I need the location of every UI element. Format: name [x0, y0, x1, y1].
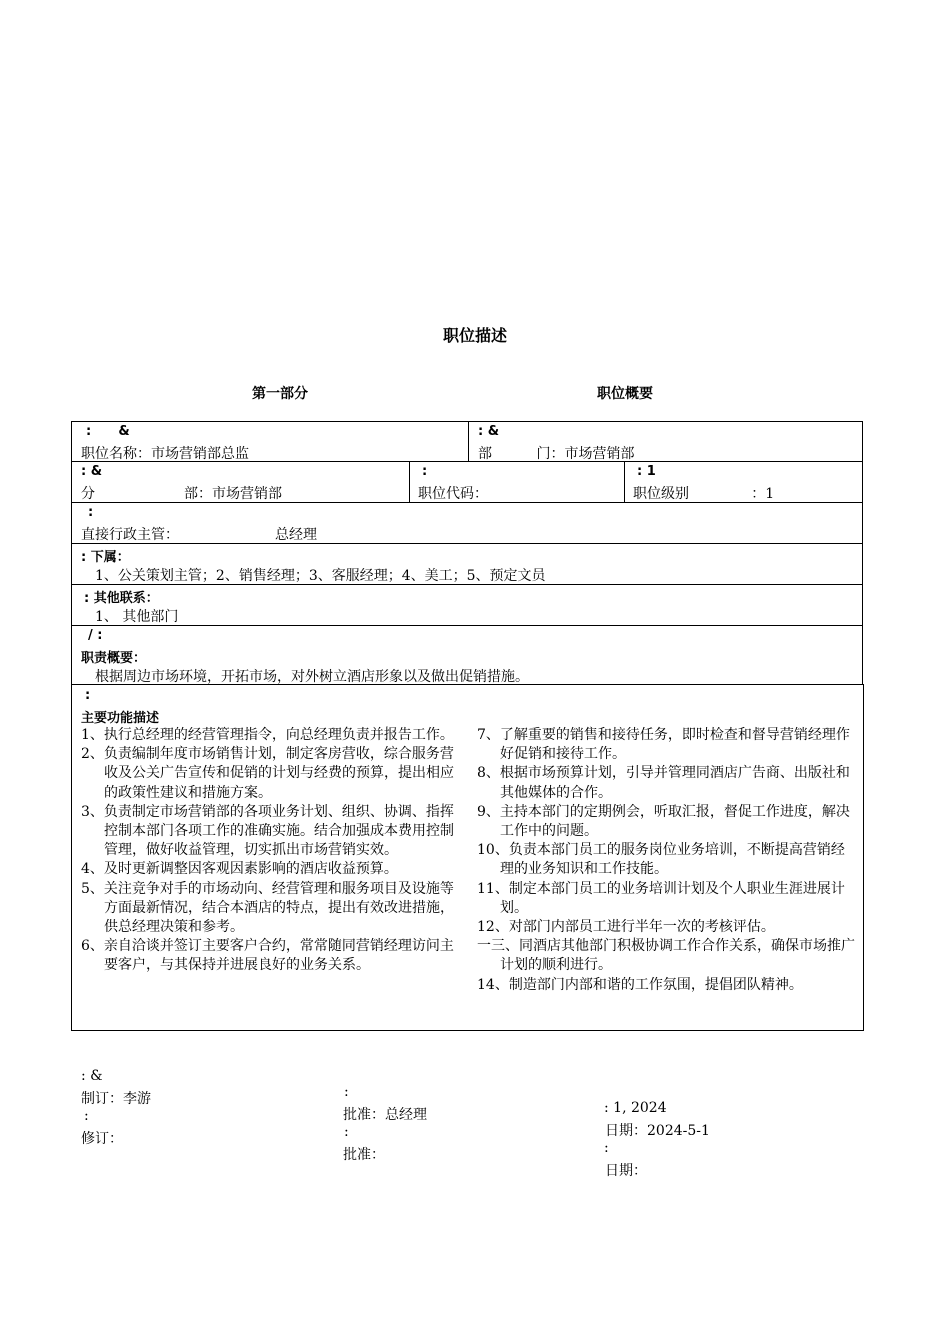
marks: / : [88, 628, 103, 643]
duty-item: 12、对部门内部员工进行半年一次的考核评估。 [477, 919, 775, 936]
row-subordinates [71, 543, 863, 585]
duty-item: 6、亲自洽谈并签订主要客户合约，常常随同营销经理访问主要客户，与其保持并进展良好的业务关系。 [81, 938, 454, 974]
duties-section [71, 684, 864, 1031]
row-position-code [409, 461, 625, 503]
marks: : [344, 1124, 349, 1140]
section-name: 职位概要 [597, 386, 653, 402]
duty-item: 3、负责制定市场营销部的各项业务计划、组织、协调、指挥控制本部门各项工作的准确实施。结合加强成本费用控制管理，做好收益管理，切实抓出市场营销实效。 [81, 803, 454, 859]
subordinates-label: : 下属： [81, 550, 130, 565]
department: 部 门：市场营销部 [478, 446, 635, 462]
duties-label: 主要功能描述 [81, 711, 160, 726]
marks: : & [81, 464, 103, 479]
position-code: 职位代码： [418, 486, 488, 502]
supervisor-value: 总经理 [275, 527, 317, 543]
marks: : [604, 1140, 609, 1156]
marks: : & [86, 424, 130, 439]
row-position-level [624, 461, 863, 503]
prepared-by: 制订：李游 [81, 1091, 151, 1107]
duty-item: 8、根据市场预算计划，引导并管理同酒店广告商、出版社和其他媒体的合作。 [477, 765, 850, 801]
duty-item: 7、了解重要的销售和接待任务，即时检查和督导营销经理作好促销和接待工作。 [477, 727, 850, 763]
marks: : 1 [637, 464, 656, 479]
duty-item: 2、负责编制年度市场销售计划，制定客房营收，综合服务营收及公关广告宣传和促销的计划与经费的预算，提出相应的政策性建议和措施方案。 [81, 746, 454, 801]
duty-item: 1、执行总经理的经营管理指令，向总经理负责并报告工作。 [81, 727, 454, 743]
duty-item: 一三、同酒店其他部门积极协调工作合作关系，确保市场推广计划的顺利进行。 [477, 938, 855, 974]
duties-right-list [477, 726, 855, 995]
marks: : 1, 2024 [604, 1100, 667, 1116]
duty-item: 11、制定本部门员工的业务培训计划及个人职业生涯进展计划。 [477, 880, 845, 916]
duty-item: 4、及时更新调整因客观因素影响的酒店收益预算。 [81, 861, 398, 878]
other-contacts-label: : 其他联系： [84, 591, 159, 606]
summary-label: 职责概要： [81, 651, 147, 666]
row-department [468, 421, 863, 462]
position-level: 职位级别 ：1 [633, 486, 775, 502]
row-branch [71, 461, 410, 503]
summary-value: 根据周边市场环境，开拓市场，对外树立酒店形象以及做出促销措施。 [95, 669, 529, 685]
page-title: 职位描述 [442, 326, 507, 345]
approved-by-2: 批准： [343, 1147, 385, 1163]
duty-item: 10、负责本部门员工的服务岗位业务培训，不断提高营销经理的业务知识和工作技能。 [477, 842, 845, 878]
duties-left-list [81, 726, 463, 976]
row-other-contacts [71, 584, 863, 626]
row-position-name [71, 421, 469, 462]
duty-item: 9、主持本部门的定期例会，听取汇报，督促工作进度，解决工作中的问题。 [477, 803, 850, 840]
revised-by: 修订： [81, 1131, 123, 1147]
branch: 分 部：市场营销部 [81, 486, 283, 502]
marks: : [422, 464, 428, 479]
row-summary [71, 625, 863, 685]
footer-revised-row [81, 1112, 871, 1179]
marks: : [85, 688, 91, 703]
row-supervisor [71, 502, 863, 544]
position-name: 职位名称：市场营销部总监 [81, 446, 249, 462]
supervisor-label: 直接行政主管： [81, 527, 179, 543]
date-2: 日期： [605, 1163, 647, 1179]
subordinates-value: 1、公关策划主管；2、销售经理；3、客服经理；4、美工；5、预定文员 [95, 568, 546, 584]
duty-item: 5、关注竞争对手的市场动向、经营管理和服务项目及设施等方面最新情况，结合本酒店的特点，提出有效改进措施，供总经理决策和参考。 [81, 880, 454, 936]
marks: : [88, 505, 94, 520]
marks: : & [478, 424, 500, 439]
marks: : & [81, 1068, 103, 1084]
marks: : [84, 1108, 89, 1124]
date: 日期：2024-5-1 [605, 1123, 710, 1139]
section-part: 第一部分 [252, 386, 308, 402]
other-contacts-value: 1、 其他部门 [95, 609, 179, 625]
marks: : [344, 1084, 349, 1100]
approved-by: 批准：总经理 [343, 1107, 427, 1123]
duty-item: 14、制造部门内部和谐的工作氛围，提倡团队精神。 [477, 976, 803, 993]
